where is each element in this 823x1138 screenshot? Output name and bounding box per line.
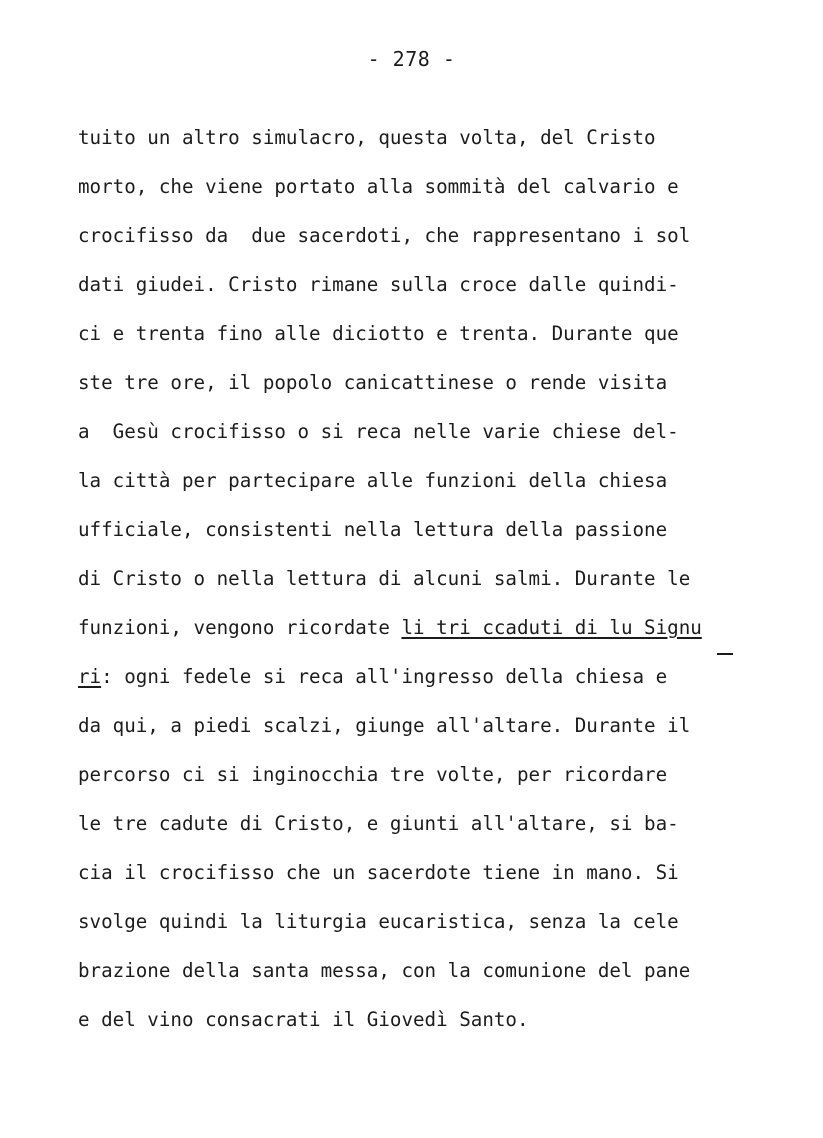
text-line: crocifisso da due sacerdoti, che rappresentano i sol [78,224,691,247]
body-text [78,122,778,1053]
text-line: morto, che viene portato alla sommità del calvario e [78,175,679,198]
text-line: tuito un altro simulacro, questa volta, del Cristo [78,126,656,149]
text-line: le tre cadute di Cristo, e giunti all'altare, si ba- [78,812,679,835]
text-line: di Cristo o nella lettura di alcuni salmi. Durante le [78,567,691,590]
text-line: ste tre ore, il popolo canicattinese o rende visita [78,371,668,394]
text-line: e del vino consacrati il Giovedì Santo. [78,1008,529,1031]
text-segment: : ogni fedele si reca all'ingresso della chiesa e [101,665,668,688]
text-line [78,612,778,661]
text-line: ci e trenta fino alle diciotto e trenta. Durante que [78,322,679,345]
text-line: brazione della santa messa, con la comunione del pane [78,959,691,982]
text-line: ufficiale, consistenti nella lettura della passione [78,518,668,541]
underlined-phrase-end: ri [78,665,102,688]
text-line [78,661,778,710]
text-line: la città per partecipare alle funzioni della chiesa [78,469,668,492]
text-line: dati giudei. Cristo rimane sulla croce dalle quindi- [78,273,679,296]
text-segment: funzioni, vengono ricordate [78,616,402,639]
text-line: cia il crocifisso che un sacerdote tiene in mano. Si [78,861,679,884]
text-line: percorso ci si inginocchia tre volte, per ricordare [78,763,668,786]
macron-mark [717,653,733,655]
text-line: a Gesù crocifisso o si reca nelle varie chiese del- [78,420,679,443]
text-line: da qui, a piedi scalzi, giunge all'altare. Durante il [78,714,691,737]
page-number: - 278 - [367,47,456,71]
underlined-phrase: li tri ccaduti di lu Signu [401,616,702,639]
text-line: svolge quindi la liturgia eucaristica, senza la cele [78,910,679,933]
